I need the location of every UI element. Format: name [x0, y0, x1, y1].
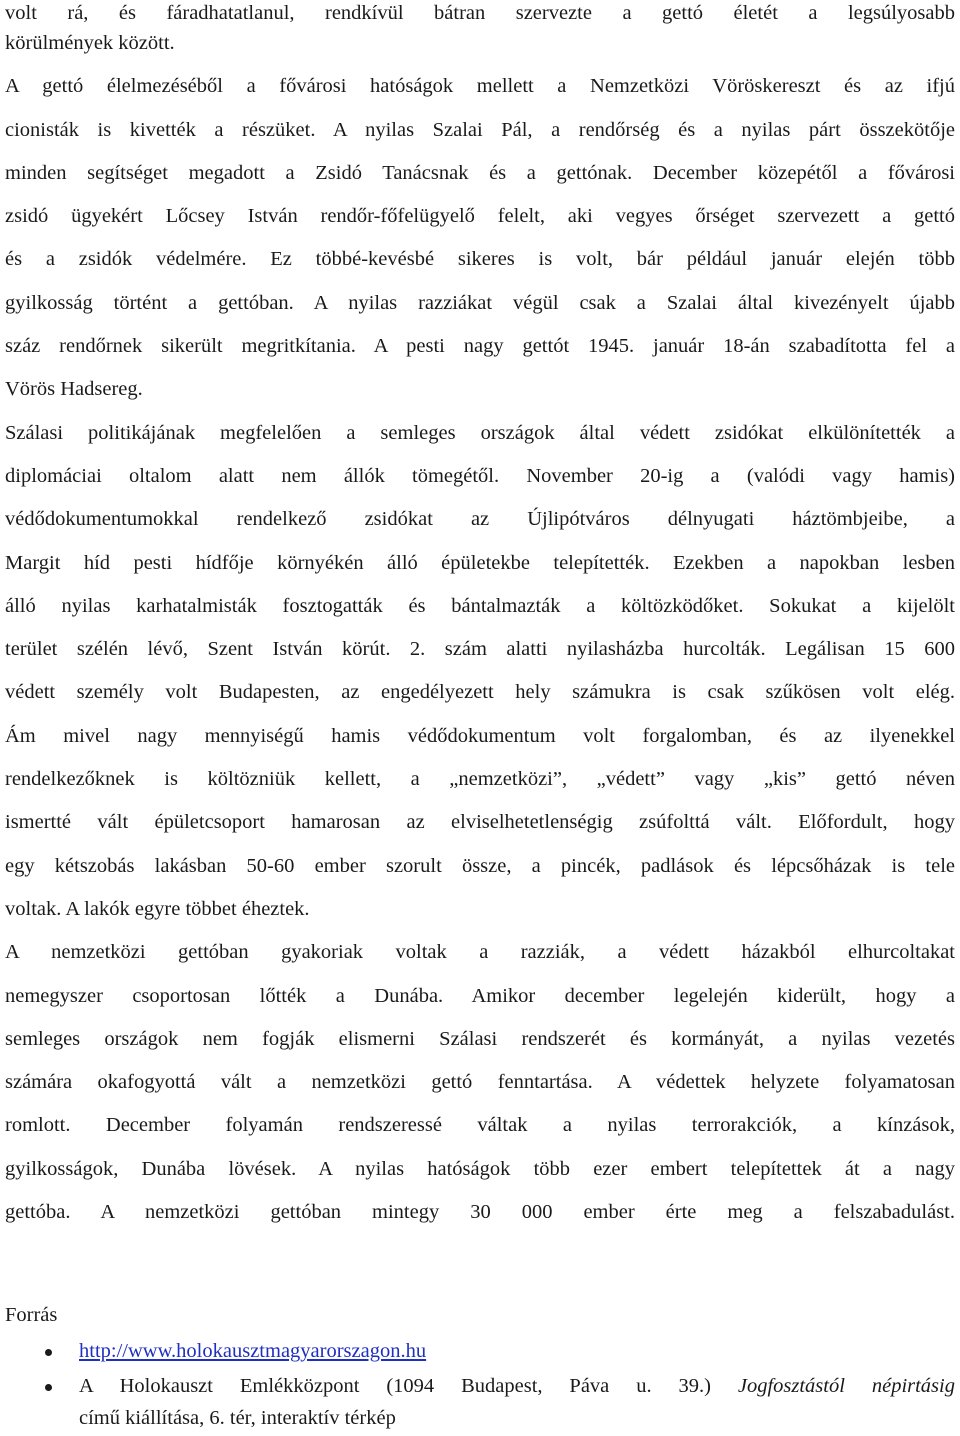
- text-line: körülmények között.: [5, 32, 175, 54]
- source-text-prefix: A Holokauszt Emlékközpont (1094 Budapest, Páva u. 39.): [79, 1375, 738, 1397]
- text-line: zsidó ügyekért Lőcsey István rendőr-főfelügyelő felelt, aki vegyes őrséget szervezett a gettó: [5, 205, 955, 228]
- text-line: számára okafogyottá vált a nemzetközi gettó fenntartása. A védettek helyzete folyamatosan: [5, 1071, 955, 1094]
- text-line: védődokumentumokkal rendelkező zsidókat az Újlipótváros délnyugati háztömbjeibe, a: [5, 508, 955, 531]
- text-line: száz rendőrnek sikerült megritkítania. A pesti nagy gettót 1945. január 18-án szabadította fel a: [5, 335, 955, 358]
- bullet-icon: [45, 1384, 52, 1391]
- text-line: volt rá, és fáradhatatlanul, rendkívül bátran szervezte a gettó életét a legsúlyosabb: [5, 2, 955, 24]
- text-line: egy kétszobás lakásban 50-60 ember szorult össze, a pincék, padlások és lépcsőházak is tele: [5, 854, 955, 877]
- text-line: gyilkosság történt a gettóban. A nyilas razziákat végül csak a Szalai által kivezényelt újabb: [5, 291, 955, 314]
- text-line: semleges országok nem fogják elismerni Szálasi rendszerét és kormányát, a nyilas vezetés: [5, 1027, 955, 1050]
- bullet-icon: [45, 1349, 52, 1356]
- text-line: védett személy volt Budapesten, az engedélyezett hely számukra is csak szűkösen volt elég.: [5, 681, 955, 704]
- text-line: A nemzetközi gettóban gyakoriak voltak a razziák, a védett házakból elhurcoltakat: [5, 941, 955, 964]
- source-text-line: című kiállítása, 6. tér, interaktív térkép: [79, 1407, 396, 1429]
- source-list: [5, 1338, 955, 1436]
- text-line: gyilkosságok, Dunába lövések. A nyilas hatóságok több ezer embert telepítettek át a nagy: [5, 1157, 955, 1180]
- text-line: romlott. December folyamán rendszeressé váltak a nyilas terrorakciók, a kínzások,: [5, 1114, 955, 1137]
- text-line: ismertté vált épületcsoport hamarosan az elviselhetetlenségig zsúfolttá vált. Előfordult, hogy: [5, 811, 955, 834]
- text-line: minden segítséget megadott a Zsidó Tanácsnak és a gettónak. December közepétől a fővárosi: [5, 161, 955, 184]
- text-line: gettóba. A nemzetközi gettóban mintegy 30 000 ember érte meg a felszabadulást.: [5, 1201, 955, 1224]
- text-line: cionisták is kivették a részüket. A nyilas Szalai Pál, a rendőrség és a nyilas párt összekötője: [5, 118, 955, 141]
- text-line: álló nyilas karhatalmisták fosztogatták és bántalmazták a költözködőket. Sokukat a kijelölt: [5, 594, 955, 617]
- text-line: Szálasi politikájának megfelelően a semleges országok által védett zsidókat elkülönítették a: [5, 421, 955, 444]
- body-text: [5, 0, 955, 1242]
- exhibition-title: Jogfosztástól népirtásig: [737, 1375, 955, 1397]
- text-line: Vörös Hadsereg.: [5, 378, 143, 401]
- text-line: Margit híd pesti hídfője környékén álló épületekbe telepítették. Ezekben a napokban lesben: [5, 551, 955, 574]
- text-line: A gettó élelmezéséből a fővárosi hatóságok mellett a Nemzetközi Vöröskereszt és az ifjú: [5, 75, 955, 98]
- text-line: és a zsidók védelmére. Ez többé-kevésbé sikeres is volt, bár például január elején több: [5, 248, 955, 271]
- sources-section: [5, 1302, 955, 1436]
- sources-heading: Forrás: [5, 1304, 58, 1326]
- source-link[interactable]: http://www.holokausztmagyarorszagon.hu: [79, 1340, 427, 1362]
- source-item-website: [5, 1338, 955, 1373]
- text-line: diplomáciai oltalom alatt nem állók tömegétől. November 20-ig a (valódi vagy hamis): [5, 464, 955, 487]
- text-line: nemegyszer csoportosan lőtték a Dunába. Amikor december legelején kiderült, hogy a: [5, 984, 955, 1007]
- source-text-line: [79, 1373, 955, 1405]
- text-line: rendelkezőknek is költözniük kellett, a „nemzetközi”, „védett” vagy „kis” gettó néven: [5, 768, 955, 791]
- source-item-exhibition: [5, 1373, 955, 1436]
- text-line: terület szélén lévő, Szent István körút. 2. szám alatti nyilasházba hurcolták. Legálisan 15 600: [5, 638, 955, 661]
- text-line: voltak. A lakók egyre többet éheztek.: [5, 897, 310, 920]
- text-line: Ám mivel nagy mennyiségű hamis védődokumentum volt forgalomban, és az ilyenekkel: [5, 724, 955, 747]
